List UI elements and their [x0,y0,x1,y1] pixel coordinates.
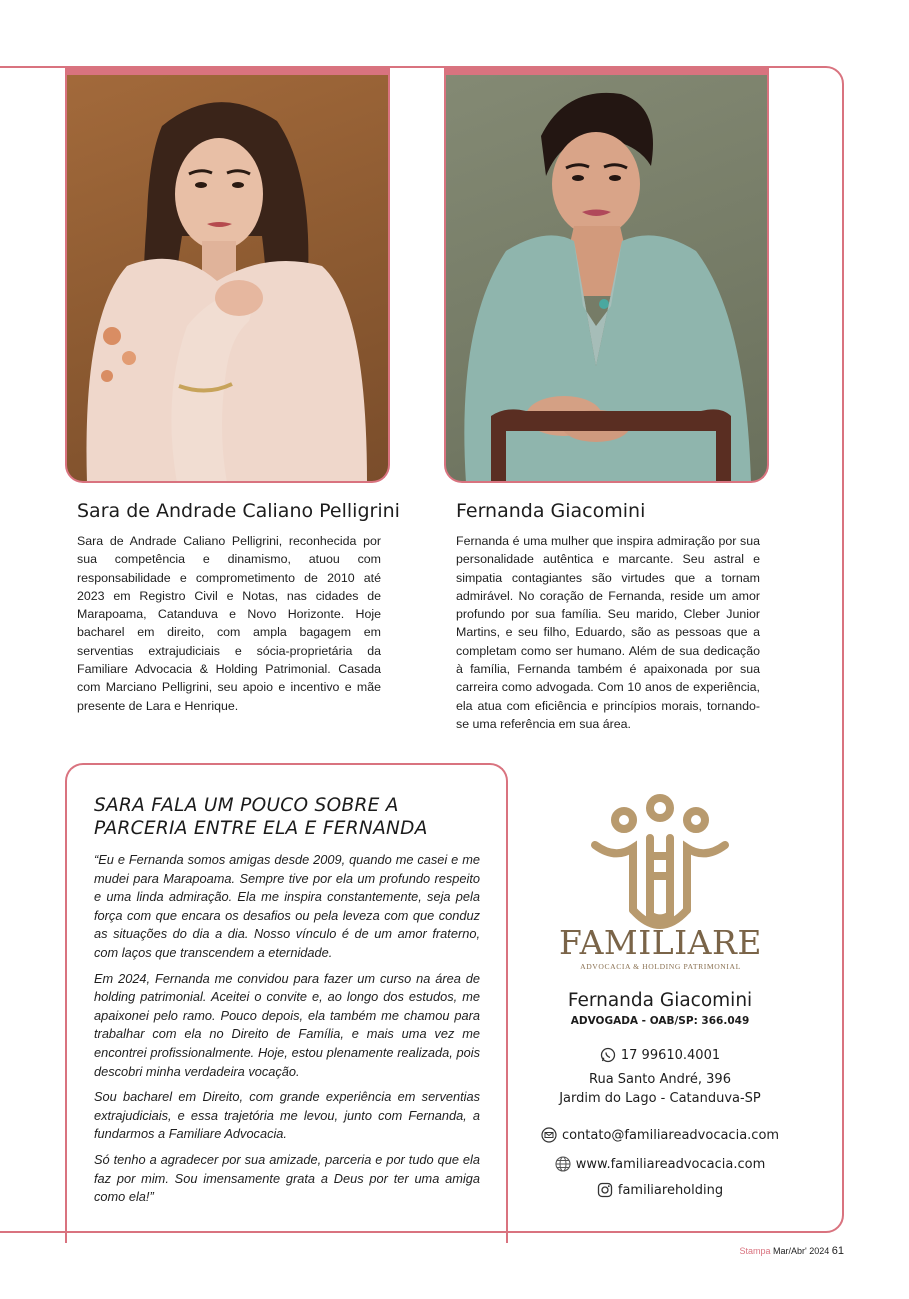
photo-top-bar [67,66,388,75]
globe-icon [555,1156,571,1172]
photo-fernanda [444,66,769,483]
whatsapp-icon [600,1047,616,1063]
address-line1: Rua Santo André, 396 [589,1072,731,1087]
portrait-fernanda-illustration [446,66,769,483]
page-footer [739,1245,844,1257]
website-link[interactable]: www.familiareadvocacia.com [575,1156,766,1172]
logo-tagline: ADVOCACIA & HOLDING PATRIMONIAL [580,962,741,971]
profile-name-fernanda: Fernanda Giacomini [456,500,646,522]
footer-issue: Mar/Abr' 2024 [772,1246,830,1256]
email-icon [541,1127,557,1143]
quote-body [94,851,480,1214]
instagram-row [520,1182,800,1198]
instagram-icon [597,1182,613,1198]
card-role: ADVOGADA - OAB/SP: 366.049 [570,1015,750,1027]
photo-top-bar [446,66,767,75]
profile-name-sara: Sara de Andrade Caliano Pelligrini [77,500,400,522]
quote-title: SARA FALA UM POUCO SOBRE A PARCERIA ENTRE ELA E FERNANDA [94,795,428,839]
email-row [520,1127,800,1143]
quote-paragraph: Só tenho a agradecer por sua amizade, parceria e por tudo que ela faz por mim. Sou imensamente grata a Deus por ter uma amiga como ela!” [94,1151,480,1205]
quote-paragraph: Sou bacharel em Direito, com grande experiência em serventias extrajudiciais, e essa trajetória me levou, junto com Fernanda, a fundarmos a Familiare Advocacia. [94,1089,480,1142]
phone-row [520,1047,800,1063]
logo-wordmark: FAMILIARE [559,923,762,962]
profile-bio-fernanda: Fernanda é uma mulher que inspira admiração por sua personalidade autêntica e marcante. Seu astral e simpatia contagiantes são virtudes que a tornam admirável. No coração de Fernanda, reside um amor profundo por sua família. Seu marido, Cleber Junior Martins, e seu filho, Eduardo, são as pessoas que a completam como ser humano. Além de sua dedicação à família, Fernanda também é apaixonada por sua carreira como advogada. Com 10 anos de experiência, ela atua com eficiência e princípios morais, tornando-se uma referência em sua área. [456,534,760,731]
portrait-sara-illustration [67,66,390,483]
footer-brand: Stampa [739,1246,771,1256]
quote-paragraph: “Eu e Fernanda somos amigas desde 2009, quando me casei e me mudei para Marapoama. Sempre tive por ela um profundo respeito e uma linda admiração. Ela me inspira constantemente, seja pela força com que encara os desafios ou pela leveza com que conduz as situações do dia a dia. Nosso vínculo é de um amor fraterno, com laços que transcendem a eternidade. [94,852,480,960]
card-name: Fernanda Giacomini [567,990,753,1011]
phone-number[interactable]: 17 99610.4001 [620,1047,721,1063]
address-line2: Jardim do Lago - Catanduva-SP [559,1091,761,1106]
instagram-handle[interactable]: familiareholding [617,1182,724,1198]
quote-paragraph: Em 2024, Fernanda me convidou para fazer um curso na área de holding patrimonial. Aceitei o convite e, ao longo dos estudos, me apaixonei pelo ramo. Pouco depois, ela também me chamou para trabalhar com ela no Direito de Família, e mais uma vez me encontrei profissionalmente. Hoje, estou plenamente realizada, pois descobri minha verdadeira vocação. [94,970,480,1079]
email-link[interactable]: contato@familiareadvocacia.com [561,1127,780,1143]
photo-sara [65,66,390,483]
website-row [520,1156,800,1172]
page-number: 61 [831,1245,844,1257]
profile-bio-sara: Sara de Andrade Caliano Pelligrini, reconhecida por sua competência e dinamismo, atuou com responsabilidade e comprometimento de 2010 até 2023 em Registro Civil e Notas, nas cidades de Marapoama, Catanduva e Novo Horizonte. Hoje bacharel em direito, com ampla bagagem em serventias extrajudiciais e sócia-proprietária da Familiare Advocacia & Holding Patrimonial. Casada com Marciano Pelligrini, seu apoio e incentivo e mãe presente de Lara e Henrique. [77,534,381,713]
